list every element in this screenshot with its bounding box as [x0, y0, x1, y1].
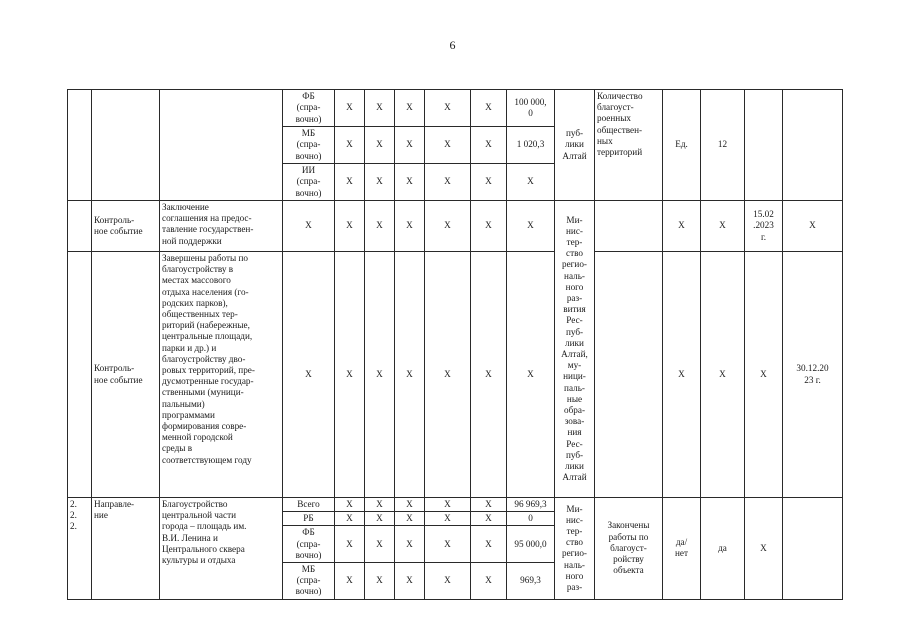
x-cell: X: [471, 252, 507, 498]
indicator-cell: Закончены работы по благоуст- ройству объекта: [595, 498, 663, 600]
x-cell: X: [395, 526, 425, 563]
amount-mb: 1 020,3: [507, 127, 555, 164]
x-cell: X: [471, 164, 507, 201]
x-cell: X: [783, 201, 843, 252]
x-cell: X: [507, 252, 555, 498]
x-cell: X: [335, 201, 365, 252]
funding-source-rb: РБ: [283, 512, 335, 526]
x-cell: X: [395, 563, 425, 600]
indicator-cell: [595, 201, 663, 252]
x-cell: X: [471, 127, 507, 164]
amount-fb: 100 000, 0: [507, 90, 555, 127]
x-cell: X: [471, 563, 507, 600]
x-cell: X: [425, 164, 471, 201]
x-cell: X: [471, 498, 507, 512]
x-cell: X: [283, 201, 335, 252]
x-cell: X: [335, 526, 365, 563]
x-cell: X: [471, 90, 507, 127]
table-row: [68, 498, 843, 512]
event-date: 15.02 .2023 г.: [745, 201, 783, 252]
x-cell: X: [425, 498, 471, 512]
x-cell: X: [663, 201, 701, 252]
amount-total: 96 969,3: [507, 498, 555, 512]
x-cell: X: [471, 512, 507, 526]
x-cell: X: [425, 526, 471, 563]
funding-source-fb: ФБ (спра- вочно): [283, 526, 335, 563]
funding-source-ii: ИИ (спра- вочно): [283, 164, 335, 201]
x-cell: X: [745, 498, 783, 600]
x-cell: X: [365, 201, 395, 252]
x-cell: X: [471, 526, 507, 563]
responsible-cell: Ми- нис- тер- ство регио- наль- ного раз-: [555, 498, 595, 600]
x-cell: X: [663, 252, 701, 498]
x-cell: X: [335, 563, 365, 600]
x-cell: X: [335, 252, 365, 498]
x-cell: X: [365, 252, 395, 498]
amount-rb: 0: [507, 512, 555, 526]
x-cell: X: [425, 512, 471, 526]
table-row: [68, 201, 843, 252]
x-cell: X: [425, 127, 471, 164]
number-cell: [68, 90, 92, 201]
x-cell: X: [395, 498, 425, 512]
x-cell: X: [395, 164, 425, 201]
extra-cell: [783, 90, 843, 201]
page-number: 6: [449, 38, 456, 52]
x-cell: X: [283, 252, 335, 498]
date-cell: [745, 90, 783, 201]
amount-fb: 95 000,0: [507, 526, 555, 563]
x-cell: X: [425, 201, 471, 252]
amount-mb: 969,3: [507, 563, 555, 600]
x-cell: X: [701, 252, 745, 498]
event-type: Контроль- ное событие: [92, 252, 160, 498]
value-cell: да: [701, 498, 745, 600]
direction-type: Направле- ние: [92, 498, 160, 600]
number-cell: [68, 201, 92, 252]
x-cell: X: [395, 512, 425, 526]
event-name: Заключение соглашения на предос- тавление государствен- ной поддержки: [160, 201, 283, 252]
x-cell: X: [335, 127, 365, 164]
event-name: Завершены работы по благоустройству в местах массового отдыха населения (го- родских парков), общественных тер- риторий (набережные, центральные площади, парки и др.) и благоустройству дво- ровых территорий, пре- дусмотренные государ- ственными (муници- пальными) программами формирования совре- менной городской среды в соответствующем году: [160, 252, 283, 498]
x-cell: X: [365, 90, 395, 127]
x-cell: X: [395, 201, 425, 252]
funding-source-mb: МБ (спра- вочно): [283, 127, 335, 164]
x-cell: X: [395, 127, 425, 164]
x-cell: X: [395, 252, 425, 498]
funding-source-total: Всего: [283, 498, 335, 512]
funding-source-mb: МБ (спра- вочно): [283, 563, 335, 600]
indicator-cell: [595, 252, 663, 498]
table-row: [68, 90, 843, 127]
event-type: Контроль- ное событие: [92, 201, 160, 252]
x-cell: X: [335, 164, 365, 201]
x-cell: X: [365, 127, 395, 164]
x-cell: X: [425, 563, 471, 600]
unit-cell: да/ нет: [663, 498, 701, 600]
x-cell: X: [335, 498, 365, 512]
x-cell: X: [507, 201, 555, 252]
program-table: [67, 89, 843, 600]
x-cell: X: [365, 563, 395, 600]
direction-name: Благоустройство центральной части города – площадь им. В.И. Ленина и Центрального сквера культуры и отдыха: [160, 498, 283, 600]
x-cell: X: [365, 164, 395, 201]
amount-ii: X: [507, 164, 555, 201]
name-cell: [160, 90, 283, 201]
x-cell: X: [701, 201, 745, 252]
x-cell: X: [471, 201, 507, 252]
number-cell: [68, 252, 92, 498]
x-cell: X: [425, 90, 471, 127]
table-row: [68, 252, 843, 498]
x-cell: X: [745, 252, 783, 498]
x-cell: X: [365, 512, 395, 526]
responsible-cell: пуб- лики Алтай: [555, 90, 595, 201]
indicator-cell: Количество благоуст- роенных обществен- ных территорий: [595, 90, 663, 201]
x-cell: X: [365, 526, 395, 563]
responsible-cell: Ми- нис- тер- ство регио- наль- ного раз- вития Рес- пуб- лики Алтай, му- ници- паль- ные обра- зова- ния Рес- пуб- лики Алтай: [555, 201, 595, 498]
x-cell: X: [335, 90, 365, 127]
direction-number: 2. 2. 2.: [68, 498, 92, 600]
value-cell: 12: [701, 90, 745, 201]
x-cell: X: [365, 498, 395, 512]
extra-cell: [783, 498, 843, 600]
x-cell: X: [425, 252, 471, 498]
funding-source-fb: ФБ (спра- вочно): [283, 90, 335, 127]
x-cell: X: [335, 512, 365, 526]
type-cell: [92, 90, 160, 201]
event-date: 30.12.20 23 г.: [783, 252, 843, 498]
unit-cell: Ед.: [663, 90, 701, 201]
x-cell: X: [395, 90, 425, 127]
